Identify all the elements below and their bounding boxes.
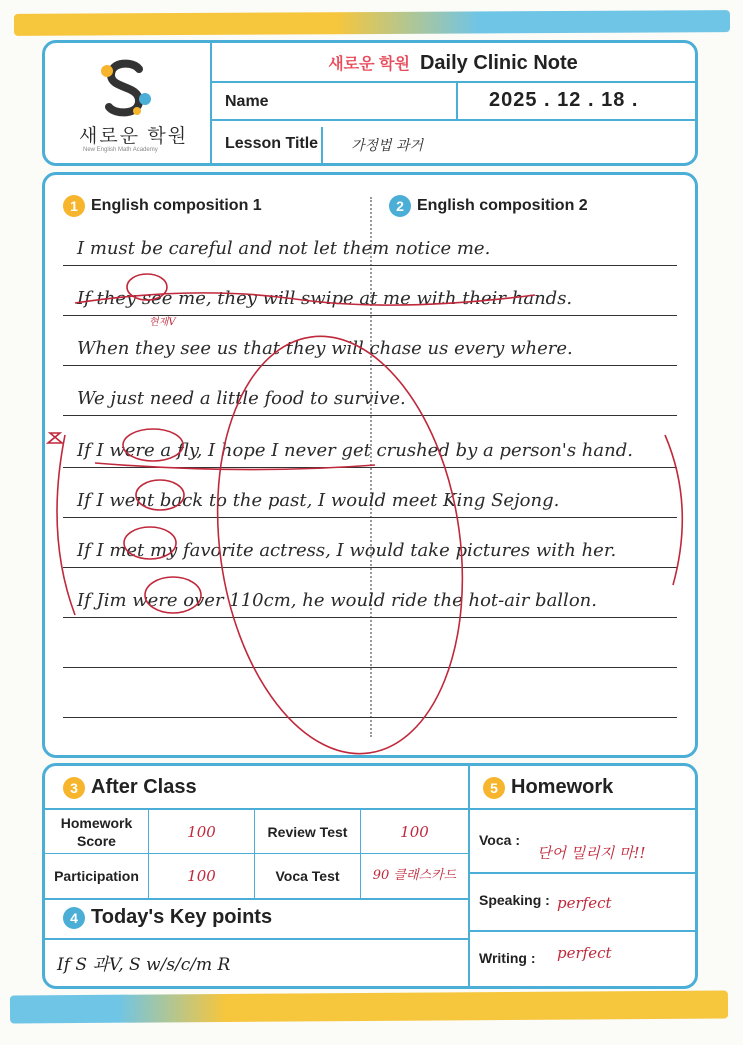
review-test-label: Review Test — [255, 810, 361, 854]
participation-value[interactable]: 100 — [149, 854, 255, 898]
bottom-stripe — [10, 990, 728, 1023]
writing-line[interactable] — [63, 417, 677, 468]
homework-divider — [469, 930, 695, 932]
lesson-row — [211, 121, 695, 163]
composition-panel — [42, 172, 698, 758]
after-class-panel — [42, 763, 698, 989]
composition-2-title: English composition 2 — [417, 197, 588, 215]
writing-line[interactable] — [63, 667, 677, 718]
lesson-separator — [321, 127, 323, 163]
key-points-divider — [45, 938, 468, 940]
number-badge-5: 5 — [483, 777, 505, 799]
handwritten-sentence: We just need a little food to survive. — [77, 388, 406, 409]
number-badge-1: 1 — [63, 195, 85, 217]
score-table — [45, 808, 468, 900]
name-row — [211, 83, 695, 121]
writing-line[interactable] — [63, 215, 677, 266]
after-class-heading — [63, 776, 197, 799]
title-korean: 새로운 학원 — [328, 56, 410, 73]
header-panel — [42, 40, 698, 166]
handwritten-sentence: If I met my favorite actress, I would take pictures with her. — [77, 540, 617, 561]
number-badge-4: 4 — [63, 907, 85, 929]
voca-label: Voca : — [479, 832, 520, 848]
handwritten-sentence: If I went back to the past, I would meet King Sejong. — [77, 490, 560, 511]
speaking-label: Speaking : — [479, 892, 550, 908]
after-class-title: After Class — [91, 776, 197, 798]
composition-1-title: English composition 1 — [91, 197, 262, 215]
document-title — [211, 43, 695, 83]
writing-line[interactable] — [63, 265, 677, 316]
key-points-heading — [63, 906, 272, 929]
number-badge-2: 2 — [389, 195, 411, 217]
homework-divider — [469, 872, 695, 874]
writing-line[interactable] — [63, 617, 677, 668]
logo-english-text: New English Math Academy — [83, 147, 158, 153]
homework-score-label: Homework Score — [45, 810, 149, 854]
key-points-title: Today's Key points — [91, 906, 273, 928]
participation-label: Participation — [45, 854, 149, 898]
speaking-value[interactable]: perfect — [557, 894, 612, 912]
writing-line[interactable] — [63, 567, 677, 618]
handwritten-sentence: If they see me, they will swipe at me with their hands. — [77, 288, 573, 309]
name-label: Name — [225, 93, 269, 110]
writing-line[interactable] — [63, 517, 677, 568]
handwritten-sentence: When they see us that they will chase us every where. — [77, 338, 573, 359]
handwritten-sentence: If I were a fly, I hope I never get crushed by a person's hand. — [77, 440, 633, 461]
homework-heading — [483, 776, 613, 799]
homework-divider — [469, 808, 695, 810]
handwritten-sentence: If Jim were over 110cm, he would ride the hot-air ballon. — [77, 590, 597, 611]
writing-value[interactable]: perfect — [557, 944, 612, 962]
composition-2-heading — [389, 195, 588, 217]
correction-note: 현재V — [149, 317, 176, 328]
title-english: Daily Clinic Note — [419, 52, 578, 74]
handwritten-sentence: I must be careful and not let them notice me. — [77, 238, 491, 259]
writing-line[interactable] — [63, 365, 677, 416]
composition-1-heading — [63, 195, 262, 217]
after-class-section — [45, 766, 470, 986]
lesson-title-value[interactable]: 가정법 과거 — [351, 138, 424, 154]
top-stripe — [14, 10, 730, 36]
lesson-title-label: Lesson Title — [225, 135, 319, 152]
academy-logo — [45, 43, 212, 163]
homework-score-value[interactable]: 100 — [149, 810, 255, 854]
key-points-text[interactable]: If S 과V, S w/s/c/m R — [57, 955, 231, 975]
number-badge-3: 3 — [63, 777, 85, 799]
review-test-value[interactable]: 100 — [400, 823, 429, 841]
voca-test-label: Voca Test — [255, 854, 361, 898]
date-value[interactable]: 2025 . 12 . 18 . — [489, 89, 639, 111]
writing-line[interactable] — [63, 467, 677, 518]
writing-label: Writing : — [479, 950, 536, 966]
date-separator — [456, 83, 458, 119]
homework-title: Homework — [511, 776, 614, 798]
logo-korean-text: 새로운 학원 — [79, 126, 189, 147]
voca-value[interactable]: 단어 밀리지 마!! — [537, 844, 646, 862]
voca-test-value[interactable]: 90 클래스카드 — [372, 868, 457, 883]
homework-section — [469, 766, 695, 986]
